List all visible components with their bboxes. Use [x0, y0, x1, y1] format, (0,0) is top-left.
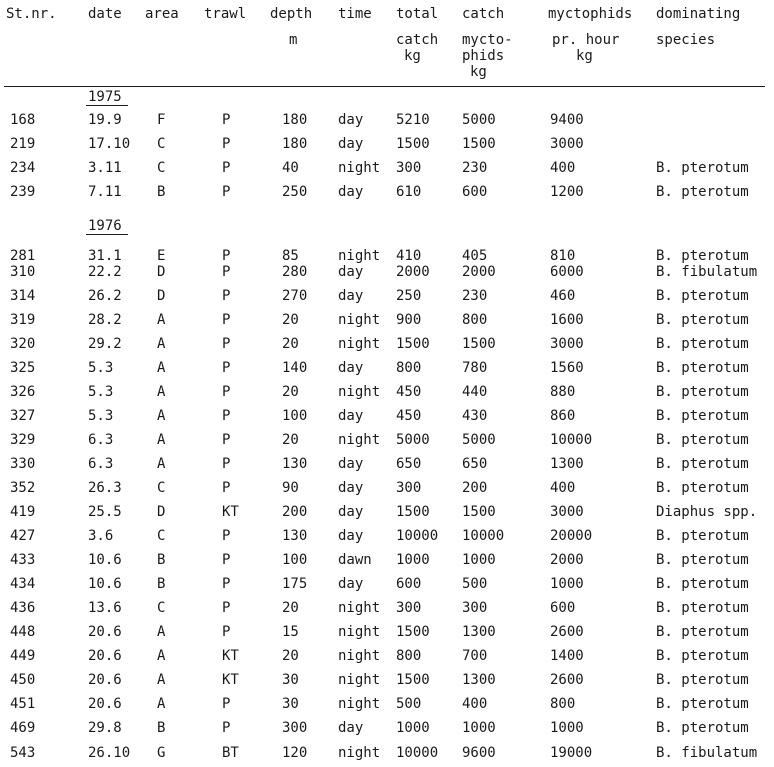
cell-trawl: P [222, 360, 231, 376]
cell-time: night [338, 248, 381, 264]
cell-total-catch: 410 [396, 248, 422, 264]
cell-trawl: P [222, 696, 231, 712]
cell-date: 5.3 [88, 384, 114, 400]
cell-date: 31.1 [88, 248, 122, 264]
cell-myctophid-catch: 800 [462, 312, 488, 328]
cell-time: night [338, 432, 381, 448]
cell-area: A [157, 456, 166, 472]
cell-myctophid-catch: 230 [462, 160, 488, 176]
cell-area: C [157, 160, 166, 176]
cell-depth: 120 [282, 745, 308, 761]
cell-trawl: P [222, 336, 231, 352]
cell-date: 6.3 [88, 432, 114, 448]
cell-time: day [338, 576, 364, 592]
cell-myctophid-catch: 200 [462, 480, 488, 496]
year-underline-1975 [86, 105, 128, 106]
cell-station-number: 434 [10, 576, 36, 592]
cell-trawl: P [222, 288, 231, 304]
cell-area: A [157, 336, 166, 352]
cell-depth: 180 [282, 136, 308, 152]
cell-dominating-species: B. fibulatum [656, 745, 758, 761]
cell-total-catch: 10000 [396, 745, 439, 761]
header-dominating-1: dominating [656, 6, 741, 22]
cell-date: 20.6 [88, 624, 122, 640]
cell-total-catch: 250 [396, 288, 422, 304]
cell-total-catch: 300 [396, 160, 422, 176]
cell-area: E [157, 248, 166, 264]
cell-time: day [338, 136, 364, 152]
cell-depth: 20 [282, 384, 299, 400]
cell-dominating-species: B. pterotum [656, 648, 749, 664]
cell-trawl: P [222, 184, 231, 200]
cell-trawl: P [222, 480, 231, 496]
cell-time: day [338, 360, 364, 376]
cell-myctophids-per-hour: 9400 [550, 112, 584, 128]
cell-time: night [338, 624, 381, 640]
cell-myctophids-per-hour: 600 [550, 600, 576, 616]
cell-area: G [157, 745, 166, 761]
cell-station-number: 427 [10, 528, 36, 544]
cell-depth: 20 [282, 312, 299, 328]
cell-station-number: 219 [10, 136, 36, 152]
cell-myctophid-catch: 1300 [462, 624, 496, 640]
cell-total-catch: 1500 [396, 624, 430, 640]
cell-area: B [157, 720, 166, 736]
cell-depth: 30 [282, 696, 299, 712]
cell-area: A [157, 672, 166, 688]
cell-total-catch: 1500 [396, 336, 430, 352]
cell-myctophids-per-hour: 3000 [550, 504, 584, 520]
cell-depth: 40 [282, 160, 299, 176]
cell-date: 20.6 [88, 696, 122, 712]
cell-station-number: 239 [10, 184, 36, 200]
cell-station-number: 449 [10, 648, 36, 664]
cell-date: 17.10 [88, 136, 131, 152]
cell-total-catch: 800 [396, 360, 422, 376]
cell-trawl: P [222, 456, 231, 472]
cell-date: 3.11 [88, 160, 122, 176]
cell-date: 10.6 [88, 552, 122, 568]
cell-area: D [157, 264, 166, 280]
cell-total-catch: 1000 [396, 720, 430, 736]
cell-dominating-species: B. pterotum [656, 528, 749, 544]
cell-area: A [157, 432, 166, 448]
cell-time: day [338, 408, 364, 424]
cell-date: 13.6 [88, 600, 122, 616]
cell-station-number: 433 [10, 552, 36, 568]
cell-date: 26.3 [88, 480, 122, 496]
cell-area: B [157, 552, 166, 568]
cell-station-number: 451 [10, 696, 36, 712]
cell-total-catch: 1500 [396, 136, 430, 152]
cell-time: night [338, 696, 381, 712]
cell-myctophids-per-hour: 1000 [550, 720, 584, 736]
cell-total-catch: 800 [396, 648, 422, 664]
cell-area: C [157, 480, 166, 496]
cell-trawl: P [222, 160, 231, 176]
cell-depth: 20 [282, 336, 299, 352]
cell-dominating-species: B. pterotum [656, 576, 749, 592]
cell-trawl: P [222, 384, 231, 400]
cell-dominating-species: B. pterotum [656, 432, 749, 448]
cell-trawl: P [222, 408, 231, 424]
cell-dominating-species: B. fibulatum [656, 264, 758, 280]
cell-myctophid-catch: 9600 [462, 745, 496, 761]
cell-station-number: 327 [10, 408, 36, 424]
cell-station-number: 168 [10, 112, 36, 128]
cell-station-number: 314 [10, 288, 36, 304]
cell-time: day [338, 528, 364, 544]
cell-station-number: 329 [10, 432, 36, 448]
cell-time: dawn [338, 552, 372, 568]
cell-trawl: P [222, 624, 231, 640]
cell-depth: 100 [282, 408, 308, 424]
cell-dominating-species: B. pterotum [656, 456, 749, 472]
cell-area: A [157, 384, 166, 400]
cell-date: 29.2 [88, 336, 122, 352]
header-stnr: St.nr. [6, 6, 57, 22]
cell-depth: 85 [282, 248, 299, 264]
cell-myctophid-catch: 5000 [462, 112, 496, 128]
cell-time: night [338, 648, 381, 664]
cell-area: A [157, 696, 166, 712]
cell-trawl: P [222, 576, 231, 592]
cell-station-number: 281 [10, 248, 36, 264]
cell-date: 7.11 [88, 184, 122, 200]
cell-area: D [157, 504, 166, 520]
cell-dominating-species: B. pterotum [656, 336, 749, 352]
header-catch-1: catch [462, 6, 505, 22]
cell-myctophid-catch: 1500 [462, 136, 496, 152]
header-time: time [338, 6, 372, 22]
cell-time: night [338, 160, 381, 176]
header-trawl: trawl [204, 6, 247, 22]
cell-trawl: P [222, 312, 231, 328]
cell-area: F [157, 112, 166, 128]
cell-date: 25.5 [88, 504, 122, 520]
cell-station-number: 543 [10, 745, 36, 761]
cell-myctophids-per-hour: 10000 [550, 432, 593, 448]
cell-date: 5.3 [88, 408, 114, 424]
cell-station-number: 469 [10, 720, 36, 736]
cell-time: day [338, 264, 364, 280]
cell-depth: 130 [282, 456, 308, 472]
cell-area: A [157, 312, 166, 328]
cell-total-catch: 650 [396, 456, 422, 472]
cell-trawl: BT [222, 745, 239, 761]
cell-myctophids-per-hour: 860 [550, 408, 576, 424]
cell-dominating-species: B. pterotum [656, 672, 749, 688]
cell-area: A [157, 648, 166, 664]
cell-total-catch: 5210 [396, 112, 430, 128]
cell-station-number: 450 [10, 672, 36, 688]
cell-myctophid-catch: 780 [462, 360, 488, 376]
cell-depth: 20 [282, 432, 299, 448]
cell-total-catch: 10000 [396, 528, 439, 544]
cell-station-number: 326 [10, 384, 36, 400]
cell-area: C [157, 136, 166, 152]
cell-total-catch: 500 [396, 696, 422, 712]
cell-trawl: P [222, 248, 231, 264]
cell-date: 29.8 [88, 720, 122, 736]
cell-myctophid-catch: 500 [462, 576, 488, 592]
cell-time: night [338, 672, 381, 688]
cell-depth: 300 [282, 720, 308, 736]
cell-date: 10.6 [88, 576, 122, 592]
cell-trawl: KT [222, 672, 239, 688]
cell-dominating-species: B. pterotum [656, 480, 749, 496]
cell-time: night [338, 336, 381, 352]
cell-dominating-species: B. pterotum [656, 720, 749, 736]
cell-area: A [157, 408, 166, 424]
year-label-1975: 1975 [88, 89, 122, 105]
year-label-1976: 1976 [88, 218, 122, 234]
cell-station-number: 330 [10, 456, 36, 472]
cell-trawl: KT [222, 504, 239, 520]
cell-myctophids-per-hour: 1300 [550, 456, 584, 472]
cell-trawl: P [222, 720, 231, 736]
cell-myctophids-per-hour: 1560 [550, 360, 584, 376]
header-myctophids-3: kg [576, 48, 593, 64]
cell-depth: 30 [282, 672, 299, 688]
cell-station-number: 310 [10, 264, 36, 280]
cell-depth: 270 [282, 288, 308, 304]
cell-myctophids-per-hour: 1000 [550, 576, 584, 592]
cell-date: 5.3 [88, 360, 114, 376]
cell-dominating-species: B. pterotum [656, 384, 749, 400]
header-catch-3: phids [462, 48, 505, 64]
cell-myctophid-catch: 10000 [462, 528, 505, 544]
cell-depth: 180 [282, 112, 308, 128]
cell-myctophids-per-hour: 2600 [550, 624, 584, 640]
cell-myctophid-catch: 1000 [462, 720, 496, 736]
cell-dominating-species: B. pterotum [656, 312, 749, 328]
year-underline-1976 [86, 234, 128, 235]
cell-depth: 90 [282, 480, 299, 496]
cell-total-catch: 600 [396, 576, 422, 592]
cell-myctophids-per-hour: 400 [550, 480, 576, 496]
cell-depth: 130 [282, 528, 308, 544]
cell-dominating-species: B. pterotum [656, 360, 749, 376]
cell-myctophids-per-hour: 810 [550, 248, 576, 264]
cell-time: night [338, 384, 381, 400]
cell-station-number: 352 [10, 480, 36, 496]
cell-dominating-species: B. pterotum [656, 624, 749, 640]
cell-station-number: 234 [10, 160, 36, 176]
cell-total-catch: 5000 [396, 432, 430, 448]
cell-total-catch: 300 [396, 480, 422, 496]
cell-myctophids-per-hour: 1200 [550, 184, 584, 200]
cell-date: 6.3 [88, 456, 114, 472]
cell-depth: 200 [282, 504, 308, 520]
cell-depth: 100 [282, 552, 308, 568]
cell-myctophids-per-hour: 460 [550, 288, 576, 304]
cell-myctophids-per-hour: 2600 [550, 672, 584, 688]
cell-dominating-species: B. pterotum [656, 248, 749, 264]
cell-dominating-species: Diaphus spp. [656, 504, 758, 520]
cell-myctophids-per-hour: 3000 [550, 336, 584, 352]
cell-myctophid-catch: 650 [462, 456, 488, 472]
cell-time: day [338, 184, 364, 200]
cell-myctophid-catch: 1300 [462, 672, 496, 688]
cell-depth: 250 [282, 184, 308, 200]
cell-myctophids-per-hour: 20000 [550, 528, 593, 544]
cell-myctophids-per-hour: 6000 [550, 264, 584, 280]
cell-station-number: 448 [10, 624, 36, 640]
cell-trawl: P [222, 528, 231, 544]
cell-myctophid-catch: 5000 [462, 432, 496, 448]
header-date: date [88, 6, 122, 22]
cell-total-catch: 2000 [396, 264, 430, 280]
cell-trawl: P [222, 600, 231, 616]
cell-depth: 140 [282, 360, 308, 376]
cell-dominating-species: B. pterotum [656, 184, 749, 200]
cell-depth: 20 [282, 600, 299, 616]
cell-total-catch: 450 [396, 408, 422, 424]
header-myctophids-2: pr. hour [552, 32, 620, 48]
cell-time: day [338, 480, 364, 496]
cell-myctophid-catch: 2000 [462, 264, 496, 280]
cell-time: day [338, 720, 364, 736]
cell-depth: 15 [282, 624, 299, 640]
cell-station-number: 325 [10, 360, 36, 376]
cell-myctophid-catch: 300 [462, 600, 488, 616]
cell-depth: 20 [282, 648, 299, 664]
cell-depth: 175 [282, 576, 308, 592]
cell-station-number: 319 [10, 312, 36, 328]
cell-myctophid-catch: 1000 [462, 552, 496, 568]
cell-dominating-species: B. pterotum [656, 696, 749, 712]
cell-total-catch: 450 [396, 384, 422, 400]
cell-myctophid-catch: 1500 [462, 504, 496, 520]
cell-myctophids-per-hour: 880 [550, 384, 576, 400]
cell-myctophids-per-hour: 2000 [550, 552, 584, 568]
cell-station-number: 419 [10, 504, 36, 520]
cell-date: 28.2 [88, 312, 122, 328]
header-total-3: kg [404, 48, 421, 64]
cell-dominating-species: B. pterotum [656, 288, 749, 304]
cell-trawl: P [222, 552, 231, 568]
cell-total-catch: 300 [396, 600, 422, 616]
cell-myctophid-catch: 430 [462, 408, 488, 424]
cell-date: 20.6 [88, 672, 122, 688]
cell-trawl: KT [222, 648, 239, 664]
cell-trawl: P [222, 432, 231, 448]
cell-time: day [338, 288, 364, 304]
cell-total-catch: 1000 [396, 552, 430, 568]
header-catch-4: kg [470, 64, 487, 80]
header-catch-2: mycto- [462, 32, 513, 48]
header-depth-unit: m [289, 32, 298, 48]
cell-trawl: P [222, 136, 231, 152]
cell-area: D [157, 288, 166, 304]
cell-total-catch: 900 [396, 312, 422, 328]
cell-area: C [157, 528, 166, 544]
cell-area: B [157, 576, 166, 592]
header-total-1: total [396, 6, 439, 22]
cell-myctophids-per-hour: 400 [550, 160, 576, 176]
cell-date: 3.6 [88, 528, 114, 544]
cell-station-number: 436 [10, 600, 36, 616]
header-myctophids-1: myctophids [548, 6, 633, 22]
header-total-2: catch [396, 32, 439, 48]
cell-station-number: 320 [10, 336, 36, 352]
cell-time: night [338, 745, 381, 761]
cell-myctophids-per-hour: 3000 [550, 136, 584, 152]
cell-myctophid-catch: 440 [462, 384, 488, 400]
cell-total-catch: 1500 [396, 672, 430, 688]
cell-time: day [338, 112, 364, 128]
cell-myctophid-catch: 230 [462, 288, 488, 304]
cell-date: 26.2 [88, 288, 122, 304]
cell-trawl: P [222, 264, 231, 280]
cell-myctophids-per-hour: 1400 [550, 648, 584, 664]
cell-date: 26.10 [88, 745, 131, 761]
cell-date: 20.6 [88, 648, 122, 664]
cell-dominating-species: B. pterotum [656, 552, 749, 568]
cell-myctophid-catch: 400 [462, 696, 488, 712]
header-rule [4, 86, 765, 87]
cell-myctophid-catch: 700 [462, 648, 488, 664]
cell-myctophid-catch: 600 [462, 184, 488, 200]
cell-dominating-species: B. pterotum [656, 600, 749, 616]
cell-myctophids-per-hour: 19000 [550, 745, 593, 761]
header-depth: depth [270, 6, 313, 22]
cell-myctophids-per-hour: 1600 [550, 312, 584, 328]
cell-area: A [157, 360, 166, 376]
header-dominating-2: species [656, 32, 716, 48]
cell-time: night [338, 600, 381, 616]
cell-time: night [338, 312, 381, 328]
cell-total-catch: 1500 [396, 504, 430, 520]
cell-area: A [157, 624, 166, 640]
cell-date: 19.9 [88, 112, 122, 128]
cell-date: 22.2 [88, 264, 122, 280]
cell-myctophid-catch: 1500 [462, 336, 496, 352]
header-area: area [145, 6, 179, 22]
cell-dominating-species: B. pterotum [656, 408, 749, 424]
cell-area: B [157, 184, 166, 200]
cell-myctophid-catch: 405 [462, 248, 488, 264]
cell-time: day [338, 456, 364, 472]
cell-trawl: P [222, 112, 231, 128]
cell-time: day [338, 504, 364, 520]
cell-dominating-species: B. pterotum [656, 160, 749, 176]
cell-depth: 280 [282, 264, 308, 280]
cell-area: C [157, 600, 166, 616]
cell-myctophids-per-hour: 800 [550, 696, 576, 712]
cell-total-catch: 610 [396, 184, 422, 200]
